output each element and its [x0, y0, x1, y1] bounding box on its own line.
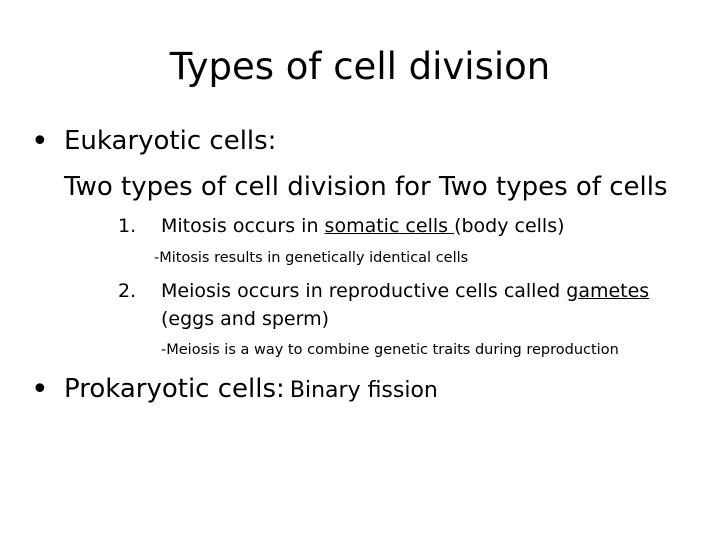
slide-title: Types of cell division: [169, 45, 551, 88]
meiosis-continuation: (eggs and sperm): [161, 308, 329, 330]
bullet-prokaryotic: •: [31, 372, 49, 407]
prokaryotic-line: [64, 372, 438, 409]
mitosis-text-after: (body cells): [454, 215, 565, 237]
list-item-mitosis: [161, 213, 565, 239]
list-number-2: 2.: [118, 280, 137, 302]
list-number-1: 1.: [118, 215, 137, 237]
bullet-eukaryotic: •: [31, 124, 49, 159]
list-item-meiosis: [161, 278, 649, 304]
prokaryotic-value: Binary fission: [289, 378, 438, 403]
meiosis-text: Meiosis occurs in reproductive cells called: [161, 280, 567, 302]
somatic-cells-term: somatic cells: [324, 215, 455, 237]
mitosis-text: Mitosis occurs in: [161, 215, 325, 237]
gametes-term: gametes: [566, 280, 650, 302]
eukaryotic-subheading: Two types of cell division for Two types of cells: [64, 172, 668, 202]
mitosis-note: -Mitosis results in genetically identical cells: [154, 250, 469, 266]
prokaryotic-label: Prokaryotic cells:: [64, 374, 285, 404]
meiosis-note: -Meiosis is a way to combine genetic traits during reproduction: [161, 342, 619, 358]
eukaryotic-heading: Eukaryotic cells:: [64, 126, 277, 156]
